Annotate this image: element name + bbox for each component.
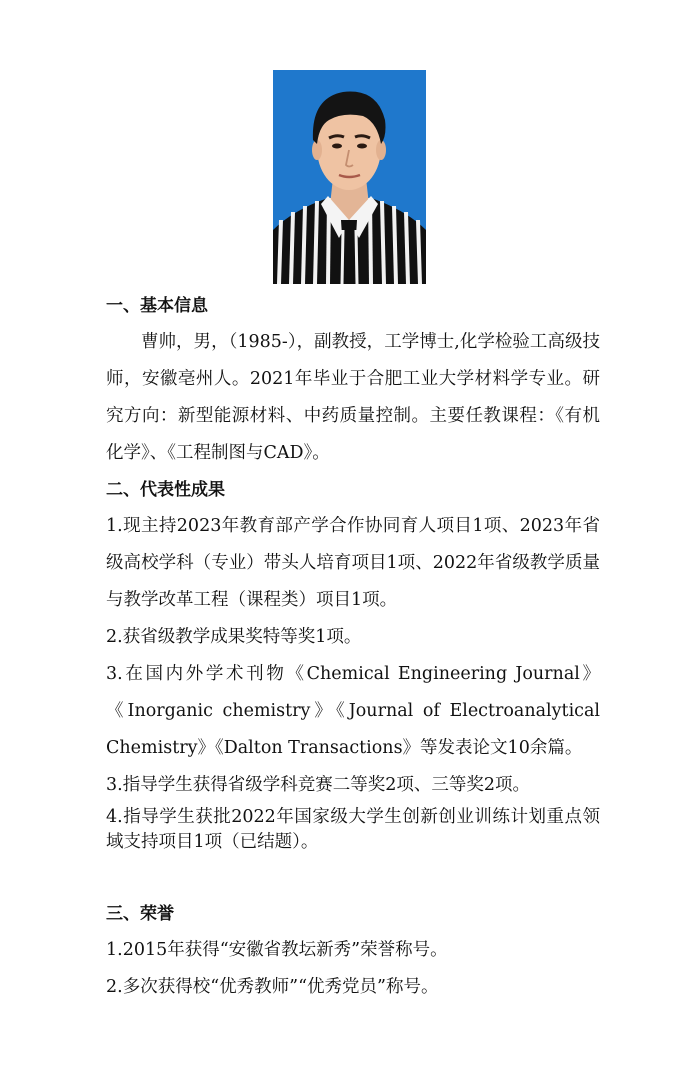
- portrait-photo: [273, 70, 426, 284]
- section-heading-basic-info: 一、基本信息: [106, 296, 208, 316]
- achievement-item: 1.现主持2023年教育部产学合作协同育人项目1项、2023年省级高校学科（专业）带头人培育项目1项、2022年省级教学质量与教学改革工程（课程类）项目1项。: [106, 516, 600, 610]
- achievement-item: 4.指导学生获批2022年国家级大学生创新创业训练计划重点领域支持项目1项（已结题）。: [106, 807, 600, 852]
- achievement-item: 3.在国内外学术刊物《Chemical Engineering Journal》《Inorganic chemistry》《Journal of Electroanalytical Chemistry》《Dalton Transactions》等发表论文10余篇。: [106, 664, 600, 758]
- achievements-block: [106, 508, 600, 804]
- portrait-icon: [273, 70, 426, 284]
- honors-block: [106, 932, 600, 1006]
- basic-info-block: [106, 324, 600, 472]
- honor-item: 1.2015年获得“安徽省教坛新秀”荣誉称号。: [106, 940, 448, 960]
- achievement-item: 3.指导学生获得省级学科竞赛二等奖2项、三等奖2项。: [106, 775, 530, 795]
- achievements-block-tight: [106, 805, 600, 855]
- section-heading-achievements: 二、代表性成果: [106, 480, 225, 500]
- honor-item: 2.多次获得校“优秀教师”“优秀党员”称号。: [106, 977, 439, 997]
- section-heading-honors: 三、荣誉: [106, 904, 174, 924]
- achievement-item: 2.获省级教学成果奖特等奖1项。: [106, 627, 362, 647]
- basic-info-paragraph: 曹帅，男，（1985-），副教授，工学博士,化学检验工高级技师，安徽亳州人。2021年毕业于合肥工业大学材料学专业。研究方向：新型能源材料、中药质量控制。主要任教课程：《有机化学》、《工程制图与CAD》。: [106, 332, 600, 463]
